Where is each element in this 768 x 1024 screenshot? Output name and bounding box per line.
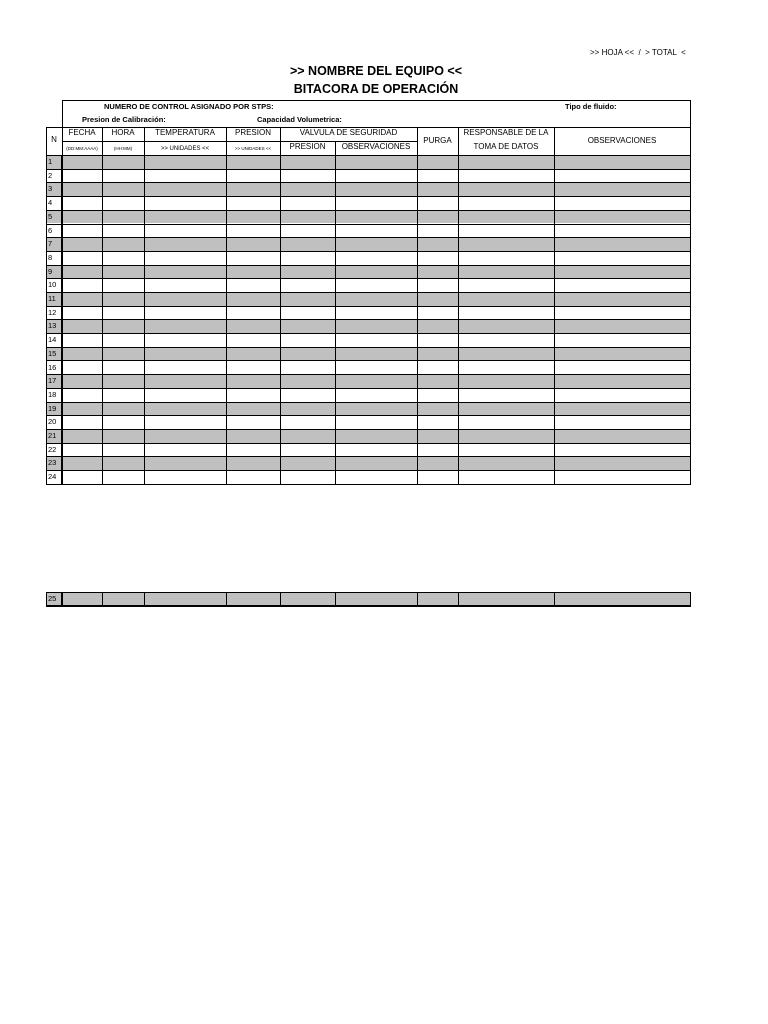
header-top-border [46, 127, 691, 128]
row-number: 13 [48, 321, 57, 331]
header-purga: PURGA [423, 136, 452, 145]
row-shade [46, 182, 690, 196]
row-border [46, 484, 691, 485]
row-border [46, 237, 691, 238]
row-number: 4 [48, 198, 53, 208]
header-units-divider [62, 141, 280, 142]
row-number: 6 [48, 225, 53, 235]
row-border [46, 306, 691, 307]
header-valve-split [335, 141, 336, 155]
body-col-border [417, 155, 418, 484]
row-border [46, 374, 691, 375]
row-border [46, 210, 691, 211]
header-valvula-seguridad: VALVULA DE SEGURIDAD [299, 128, 398, 137]
row-border [46, 292, 691, 293]
fluid-type-label: Tipo de fluido: [565, 102, 617, 111]
row-number: 10 [48, 280, 57, 290]
body-col-border [554, 155, 555, 484]
header-observaciones: OBSERVACIONES [587, 136, 657, 145]
row-shade [46, 402, 690, 416]
row-number: 18 [48, 389, 57, 399]
row-shade [46, 374, 690, 388]
row-number: 2 [48, 170, 53, 180]
header-col-border [458, 127, 459, 155]
row-border [46, 319, 691, 320]
row-border [46, 470, 691, 471]
row-border [46, 182, 691, 183]
body-col-border [280, 155, 281, 484]
body-col-border [46, 155, 47, 484]
header-valvula-observaciones: OBSERVACIONES [341, 142, 411, 151]
header-temperatura: TEMPERATURA [155, 128, 215, 137]
row-border [46, 347, 691, 348]
row-number: 9 [48, 266, 53, 276]
last-row-col-border [144, 592, 145, 605]
row-number: 15 [48, 348, 57, 358]
row-border [46, 429, 691, 430]
row-shade [46, 237, 690, 251]
control-number-label: NUMERO DE CONTROL ASIGNADO POR STPS: [104, 102, 274, 111]
header-valve-divider [280, 141, 417, 142]
header-fecha: FECHA [68, 128, 96, 137]
row-number: 21 [48, 431, 57, 440]
row-border [46, 415, 691, 416]
row-number: 7 [48, 239, 53, 249]
row-number: 3 [48, 184, 53, 194]
header-presion-units: >> UNIDADES << [234, 146, 272, 151]
last-row-col-border [102, 592, 103, 605]
last-row-col-border [554, 592, 555, 605]
row-shade [46, 319, 690, 333]
header-col-border [144, 127, 145, 155]
info-box-right-border [690, 100, 691, 127]
row-border [46, 196, 691, 197]
row-number: 20 [48, 417, 57, 427]
row-number: 16 [48, 362, 57, 372]
info-box-top-border [62, 100, 690, 101]
row-border [46, 360, 691, 361]
header-presion: PRESION [234, 128, 271, 137]
row-shade [46, 292, 690, 306]
row-shade [46, 210, 690, 224]
header-responsable-line2: TOMA DE DATOS [473, 142, 539, 151]
row-border [46, 224, 691, 225]
header-responsable-line1: RESPONSABLE DE LA [463, 128, 549, 137]
body-col-border [335, 155, 336, 484]
row-border [46, 278, 691, 279]
header-col-border [280, 127, 281, 155]
header-valvula-presion: PRESION [289, 142, 326, 151]
header-col-border [46, 127, 47, 155]
row-number: 8 [48, 252, 53, 262]
header-fecha-format: (DD:MM:AAAA) [66, 146, 98, 151]
last-row-col-border [417, 592, 418, 605]
calibration-pressure-label: Presion de Calibración: [82, 115, 166, 124]
row-shade [46, 347, 690, 361]
row-shade [46, 429, 690, 443]
row-border [46, 265, 691, 266]
row-border [46, 443, 691, 444]
body-col-border [226, 155, 227, 484]
last-row-top-border [46, 592, 691, 593]
row-number: 12 [48, 307, 57, 317]
row-border [46, 169, 691, 170]
row-number: 14 [48, 335, 57, 345]
equipment-name-title: >> NOMBRE DEL EQUIPO << [289, 64, 463, 78]
row-border [46, 333, 691, 334]
volumetric-capacity-label: Capacidad Volumetrica: [257, 115, 342, 124]
last-row-col-border [458, 592, 459, 605]
header-col-border [62, 127, 63, 155]
row-number: 17 [48, 376, 57, 386]
body-col-border [458, 155, 459, 484]
row-number: 22 [48, 444, 57, 454]
last-row-col-border [690, 592, 691, 605]
row-shade [46, 265, 690, 279]
number-column-rule [61, 155, 63, 484]
info-box-left-border [62, 100, 63, 127]
row-border [46, 388, 691, 389]
row-number: 11 [48, 294, 56, 303]
row-number: 23 [48, 458, 57, 468]
header-temperatura-units: >> UNIDADES << [160, 146, 210, 152]
last-row-bottom-border [46, 605, 691, 607]
row-number: 19 [48, 403, 57, 413]
row-border [46, 456, 691, 457]
log-title: BITACORA DE OPERACIÓN [293, 82, 459, 96]
header-hora-format: (HH:MM) [113, 146, 133, 151]
body-col-border [102, 155, 103, 484]
body-col-border [690, 155, 691, 484]
row-number: 5 [48, 211, 53, 221]
row-border [46, 251, 691, 252]
header-col-border [690, 127, 691, 155]
row-border [46, 402, 691, 403]
page-reference: >> HOJA << / > TOTAL < [590, 48, 686, 57]
last-row-col-border [335, 592, 336, 605]
header-hora: HORA [111, 128, 135, 137]
row-shade [46, 155, 690, 169]
header-col-border [226, 127, 227, 155]
body-col-border [144, 155, 145, 484]
header-col-border [102, 127, 103, 155]
last-row-col-border [226, 592, 227, 605]
row-number: 24 [48, 472, 57, 482]
row-number: 25 [48, 594, 57, 603]
row-number: 1 [48, 157, 53, 166]
header-col-border [554, 127, 555, 155]
header-col-border [417, 127, 418, 155]
header-bottom-border [46, 155, 691, 156]
header-n: N [51, 135, 57, 144]
last-row-col-border [280, 592, 281, 605]
row-shade [46, 456, 690, 470]
row-shade-last [46, 592, 690, 605]
